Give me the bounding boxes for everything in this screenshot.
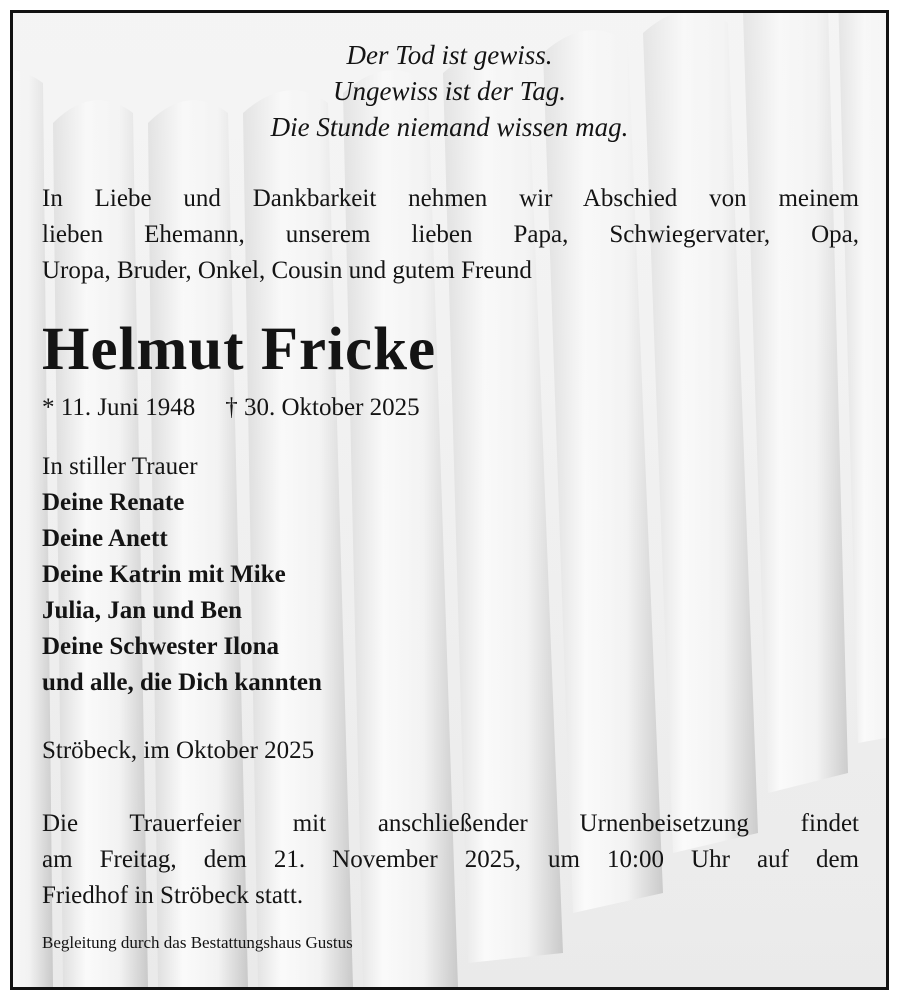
intro-line: In Liebe und Dankbarkeit nehmen wir Abschied von meinem <box>42 185 859 212</box>
motto-verse <box>13 37 886 145</box>
mourner-name: und alle, die Dich kannten <box>42 669 322 696</box>
mourner-name: Deine Anett <box>42 525 168 552</box>
birth-date: * 11. Juni 1948 <box>42 394 196 421</box>
undertaker-note: Begleitung durch das Bestattungshaus Gustus <box>42 933 353 952</box>
mourner-name: Deine Renate <box>42 489 185 516</box>
funeral-line: am Freitag, dem 21. November 2025, um 10:00 Uhr auf dem <box>42 846 859 873</box>
funeral-line: Die Trauerfeier mit anschließender Urnenbeisetzung findet <box>42 810 859 837</box>
intro-line: Uropa, Bruder, Onkel, Cousin und gutem Freund <box>42 257 532 284</box>
motto-line: Der Tod ist gewiss. <box>346 40 553 70</box>
death-date: † 30. Oktober 2025 <box>225 394 420 421</box>
funeral-notice <box>42 806 859 914</box>
intro-line: lieben Ehemann, unserem lieben Papa, Schwiegervater, Opa, <box>42 221 859 248</box>
funeral-line: Friedhof in Ströbeck statt. <box>42 882 304 909</box>
mourners-heading: In stiller Trauer <box>42 453 198 480</box>
mourner-name: Deine Schwester Ilona <box>42 633 280 660</box>
mourner-name: Deine Katrin mit Mike <box>42 561 286 588</box>
deceased-name: Helmut Fricke <box>42 316 437 383</box>
obituary-frame <box>10 10 889 990</box>
intro-paragraph <box>42 181 859 289</box>
life-dates <box>42 390 420 426</box>
obituary-content <box>13 13 886 987</box>
mourners-list <box>42 449 322 701</box>
motto-line: Ungewiss ist der Tag. <box>332 76 567 106</box>
mourner-name: Julia, Jan und Ben <box>42 597 243 624</box>
motto-line: Die Stunde niemand wissen mag. <box>270 112 629 142</box>
place-date: Ströbeck, im Oktober 2025 <box>42 737 315 764</box>
